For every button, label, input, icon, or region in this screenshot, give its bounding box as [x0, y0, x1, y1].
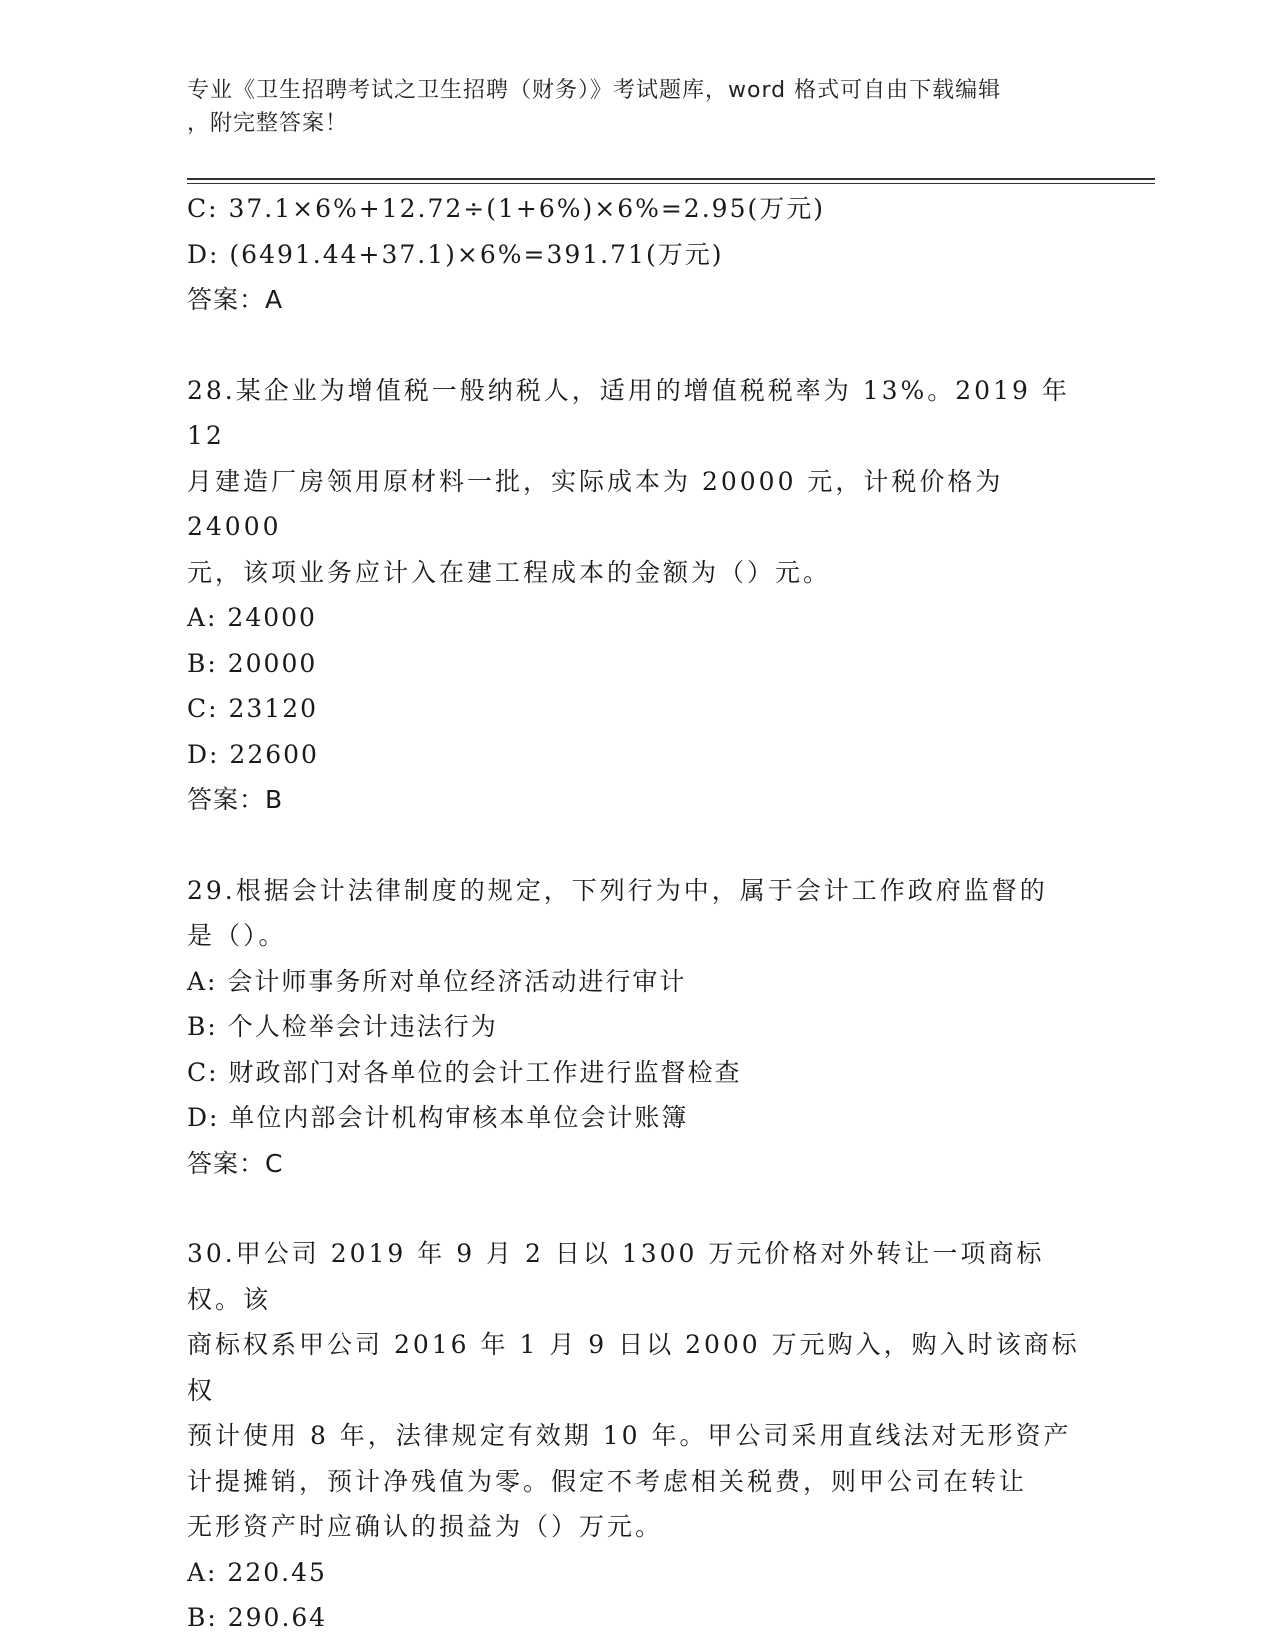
option-c: C: 37.1×6%+12.72÷(1+6%)×6%=2.95(万元): [187, 194, 825, 223]
question-text-line: 是（）。: [187, 921, 287, 950]
option-b: B: 20000: [187, 648, 318, 678]
option-d: D: 单位内部会计机构审核本单位会计账簿: [187, 1103, 689, 1132]
question-text-line: 计提摊销，预计净残值为零。假定不考虑相关税费，则甲公司在转让: [187, 1466, 1028, 1496]
question-text-line: 月建造厂房领用原材料一批，实际成本为 20000 元，计税价格为 24000: [187, 466, 1004, 541]
header-divider: [187, 178, 1155, 184]
option-b: B: 个人检举会计违法行为: [187, 1012, 498, 1041]
answer-line: 答案：A: [187, 285, 284, 314]
answer-line: 答案：C: [187, 1148, 284, 1178]
question-text-line: 29.根据会计法律制度的规定，下列行为中，属于会计工作政府监督的: [187, 875, 1048, 905]
option-b: B: 290.64: [187, 1603, 328, 1632]
option-c: C: 23120: [187, 694, 319, 723]
question-text-line: 28.某企业为增值税一般纳税人，适用的增值税税率为 13%。2019 年 12: [187, 375, 1070, 450]
page-header: [187, 74, 1067, 140]
document-body: [187, 186, 1087, 1641]
header-line-2: ，附完整答案！: [187, 111, 349, 136]
option-a: A: 24000: [187, 603, 317, 632]
option-a: A: 会计师事务所对单位经济活动进行审计: [187, 966, 687, 996]
question-28: [187, 368, 1087, 823]
option-d: D: 22600: [187, 739, 319, 769]
option-a: A: 220.45: [187, 1557, 327, 1587]
header-line-1: 专业《卫生招聘考试之卫生招聘（财务）》考试题库，word 格式可自由下载编辑: [187, 78, 1002, 103]
option-d: D: (6491.44+37.1)×6%=391.71(万元): [187, 239, 724, 269]
question-29: [187, 868, 1087, 1187]
question-text-line: 元，该项业务应计入在建工程成本的金额为（）元。: [187, 557, 832, 587]
question-text-line: 30.甲公司 2019 年 9 月 2 日以 1300 万元价格对外转让一项商标权。该: [187, 1239, 1045, 1314]
question-30: [187, 1231, 1087, 1641]
question-text-line: 商标权系甲公司 2016 年 1 月 9 日以 2000 万元购入，购入时该商标权: [187, 1330, 1080, 1405]
answer-line: 答案：B: [187, 785, 284, 814]
option-c: C: 财政部门对各单位的会计工作进行监督检查: [187, 1057, 742, 1087]
question-27-tail: [187, 186, 1087, 323]
question-text-line: 预计使用 8 年，法律规定有效期 10 年。甲公司采用直线法对无形资产: [187, 1421, 1072, 1450]
question-text-line: 无形资产时应确认的损益为（）万元。: [187, 1512, 664, 1541]
